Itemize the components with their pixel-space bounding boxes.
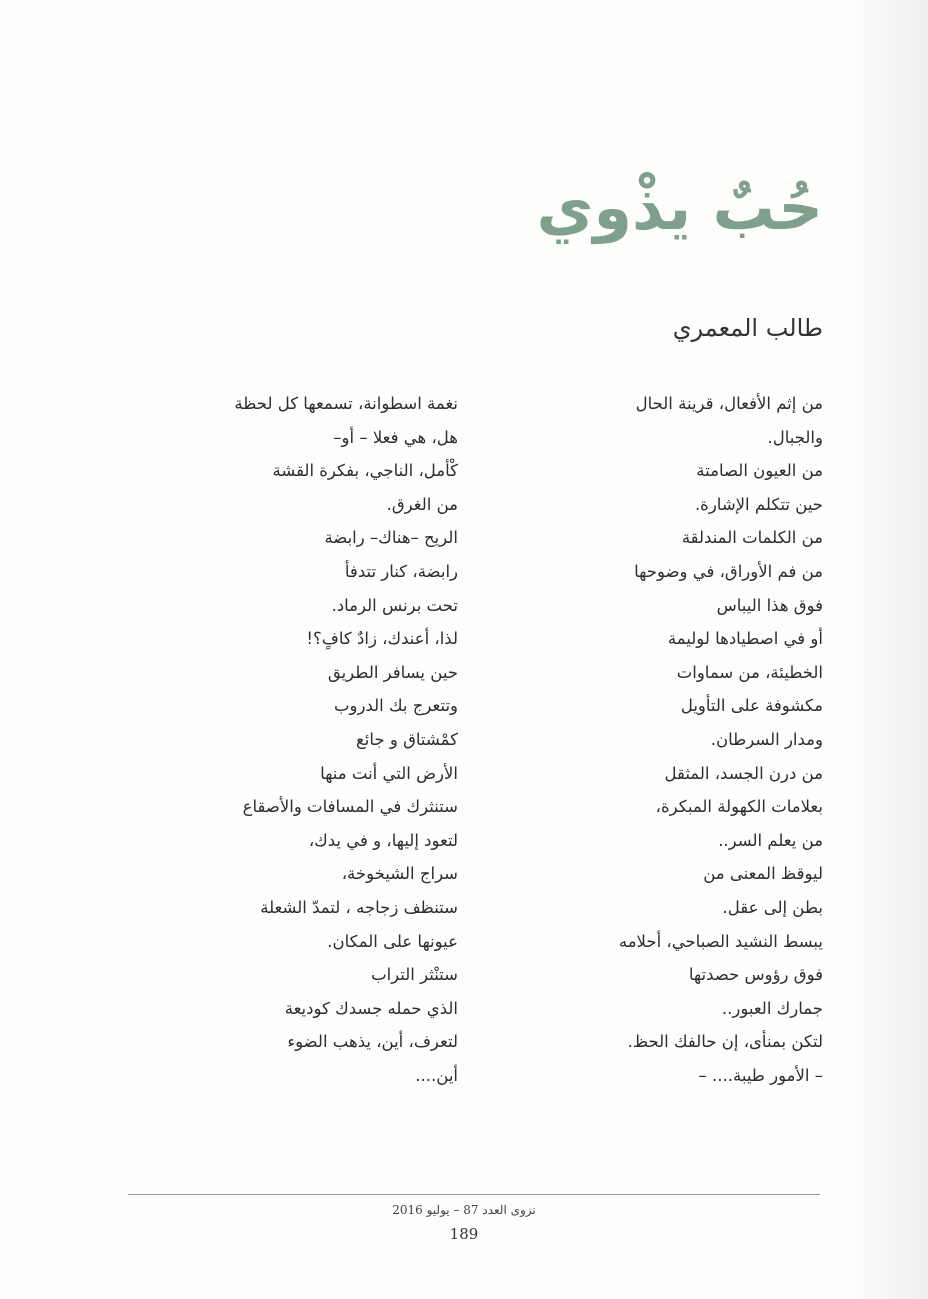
poem-line: وتتعرج بك الدروب (334, 696, 458, 716)
poem-line: رابضة، كنار تتدفأ (344, 561, 458, 581)
page-number: 189 (449, 1225, 479, 1243)
poem-line: حين تتكلم الإشارة. (694, 494, 823, 514)
poem-line: الريح –هناك– رابضة (324, 528, 458, 548)
poem-line: من الكلمات المندلقة (681, 528, 823, 548)
poem-line: عيونها على المكان. (327, 931, 458, 951)
author-name: طالب المعمري (672, 314, 823, 342)
poem-line: والجبال. (767, 427, 823, 447)
poem-line: من إثم الأفعال، قرينة الحال (635, 394, 823, 413)
poem-line: بعلامات الكهولة المبكرة، (655, 797, 823, 817)
poem-line: كمْشتاق و جائع (356, 729, 458, 749)
poem-line: – الأمور طيبة.... – (698, 1065, 823, 1085)
poem-line: ستنظف زجاجه ، لتمدّ الشعلة (260, 897, 458, 917)
poem-line: لذا، أعندك، زادٌ كافٍ؟! (306, 629, 458, 649)
poem-line: من درن الجسد، المثقل (664, 763, 823, 783)
poem-line: لتعرف، أين، يذهب الضوء (287, 1032, 458, 1052)
poem-line: من العيون الصامتة (696, 461, 823, 481)
poem-line: ستنْثر التراب (371, 965, 458, 985)
poem-line: ومدار السرطان. (710, 729, 823, 749)
poem-line: هل، هي فعلا – أو– (333, 427, 458, 447)
poem-line: من الغرق. (386, 494, 458, 514)
footer-issue-info: نزوى العدد 87 – يوليو 2016 (392, 1203, 536, 1217)
footer-divider (128, 1194, 820, 1195)
poem-column-right (523, 387, 823, 1092)
poem-line: أين.... (415, 1065, 458, 1085)
poem-line: تحت برنس الرماد. (331, 595, 458, 615)
poem-line: الأرض التي أنت منها (320, 763, 458, 783)
poem-line: نغمة اسطوانة، تسمعها كل لحظة (234, 394, 458, 413)
poem-column-left (158, 387, 458, 1092)
poem-line: مكشوفة على التأويل (680, 696, 823, 716)
poem-line: حين يسافر الطريق (327, 662, 458, 682)
poem-line: ليوقظ المعنى من (703, 864, 823, 884)
poem-line: من فم الأوراق، في وضوحها (634, 561, 823, 581)
poem-title: حُبٌ يذْوي (536, 171, 823, 244)
poem-line: فوق رؤوس حصدتها (688, 965, 823, 985)
poem-line: من يعلم السر.. (718, 830, 823, 850)
poem-line: أو في اصطيادها لوليمة (667, 629, 823, 649)
poem-line: ستنثرك في المسافات والأصقاع (242, 797, 458, 817)
poem-line: لتكن بمنأى، إن حالفك الحظ. (627, 1032, 823, 1052)
poem-line: جمارك العبور.. (721, 998, 823, 1018)
scan-edge-shadow (850, 0, 928, 1299)
poem-line: لتعود إليها، و في يدك، (308, 830, 458, 850)
poem-line: سراج الشيخوخة، (341, 864, 458, 884)
poem-line: يبسط النشيد الصباحي، أحلامه (618, 931, 823, 951)
poem-line: فوق هذا اليباس (716, 595, 823, 615)
poem-line: كْأمل، الناجي، بفكرة القشة (272, 461, 458, 481)
poem-line: الذي حمله جسدك كوديعة (284, 998, 458, 1018)
poem-line: بطن إلى عقل. (722, 897, 823, 917)
poem-line: الخطيئة، من سماوات (676, 662, 823, 682)
